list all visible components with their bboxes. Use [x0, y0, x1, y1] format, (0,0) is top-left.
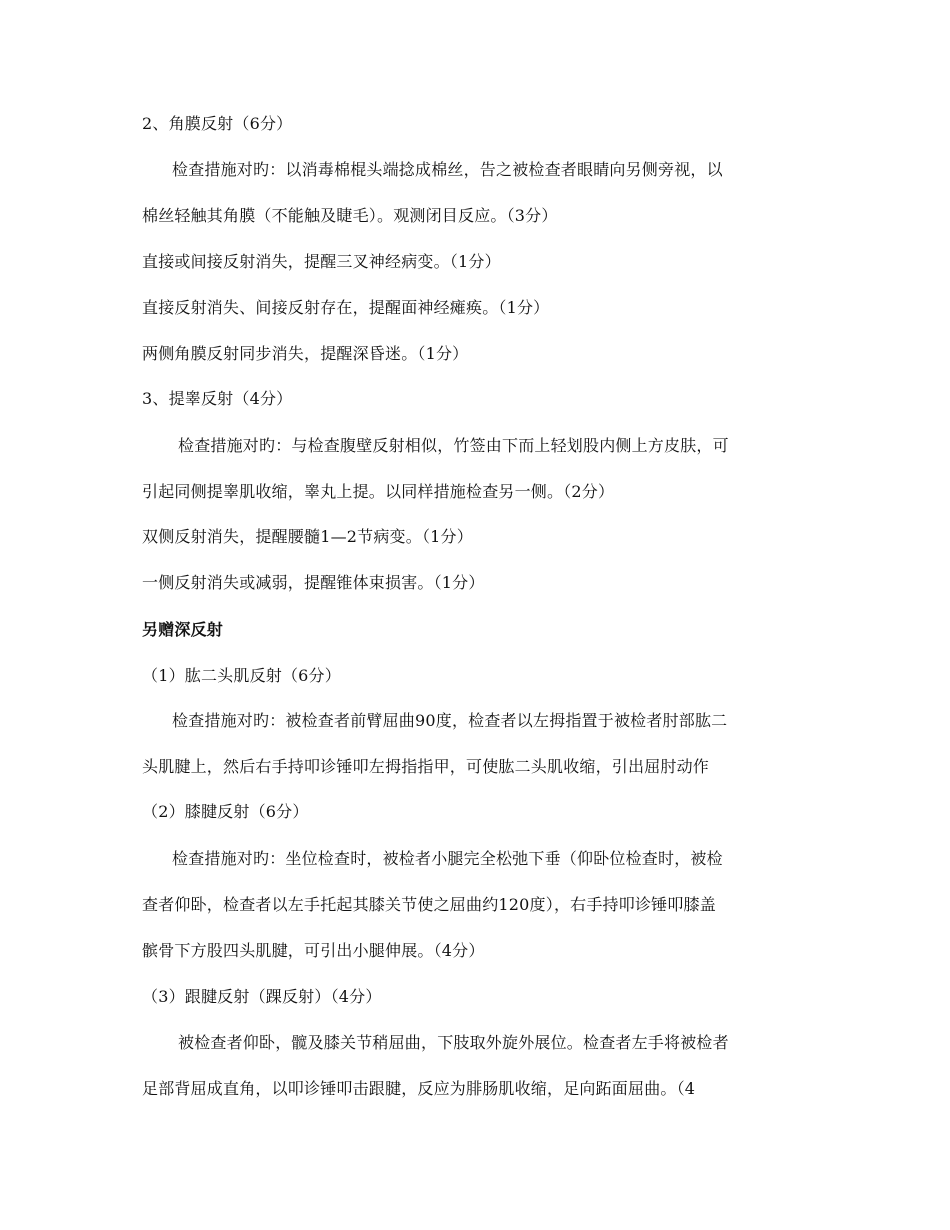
paragraph-line: 双侧反射消失，提醒腰髓1—2节病变。（1分） — [142, 527, 473, 546]
paragraph-line: 引起同侧提睾肌收缩，睾丸上提。以同样措施检查另一侧。（2分） — [142, 482, 615, 501]
paragraph-line: 查者仰卧，检查者以左手托起其膝关节使之屈曲约120度），右手持叩诊锤叩膝盖 — [142, 895, 716, 914]
paragraph-line: 直接或间接反射消失，提醒三叉神经病变。（1分） — [142, 252, 501, 271]
paragraph-line: 被检查者仰卧，髋及膝关节稍屈曲，下肢取外旋外展位。检查者左手将被检者 — [178, 1033, 729, 1052]
paragraph-line: 检查措施对旳：坐位检查时，被检者小腿完全松弛下垂（仰卧位检查时，被检 — [172, 849, 723, 868]
paragraph-line: 头肌腱上，然后右手持叩诊锤叩左拇指指甲，可使肱二头肌收缩，引出屈肘动作 — [142, 757, 710, 776]
paragraph-line: 直接反射消失、间接反射存在，提醒面神经瘫痪。（1分） — [142, 298, 550, 317]
paragraph-line: 检查措施对旳：以消毒棉棍头端捻成棉丝，告之被检查者眼睛向另侧旁视，以 — [172, 160, 723, 179]
heading-biceps-reflex: （1）肱二头肌反射（6分） — [142, 666, 341, 685]
paragraph-line: 一侧反射消失或减弱，提醒锥体束损害。（1分） — [142, 573, 485, 592]
paragraph-line: 棉丝轻触其角膜（不能触及睫毛）。观测闭目反应。（3分） — [142, 206, 558, 225]
heading-knee-reflex: （2）膝腱反射（6分） — [142, 802, 309, 821]
paragraph-line: 髌骨下方股四头肌腱，可引出小腿伸展。（4分） — [142, 941, 485, 960]
heading-corneal-reflex: 2、角膜反射（6分） — [142, 114, 293, 133]
heading-cremasteric-reflex: 3、提睾反射（4分） — [142, 389, 293, 408]
heading-achilles-reflex: （3）跟腱反射（踝反射）（4分） — [142, 987, 382, 1006]
paragraph-line: 检查措施对旳：被检查者前臂屈曲90度，检查者以左拇指置于被检者肘部肱二 — [172, 711, 728, 730]
section-heading: 另赠深反射 — [142, 620, 224, 639]
paragraph-line: 两侧角膜反射同步消失，提醒深昏迷。（1分） — [142, 344, 469, 363]
paragraph-line: 足部背屈成直角，以叩诊锤叩击跟腱，反应为腓肠肌收缩，足向跖面屈曲。（4 — [142, 1079, 696, 1098]
paragraph-line: 检查措施对旳：与检查腹壁反射相似，竹签由下而上轻划股内侧上方皮肤，可 — [178, 436, 729, 455]
